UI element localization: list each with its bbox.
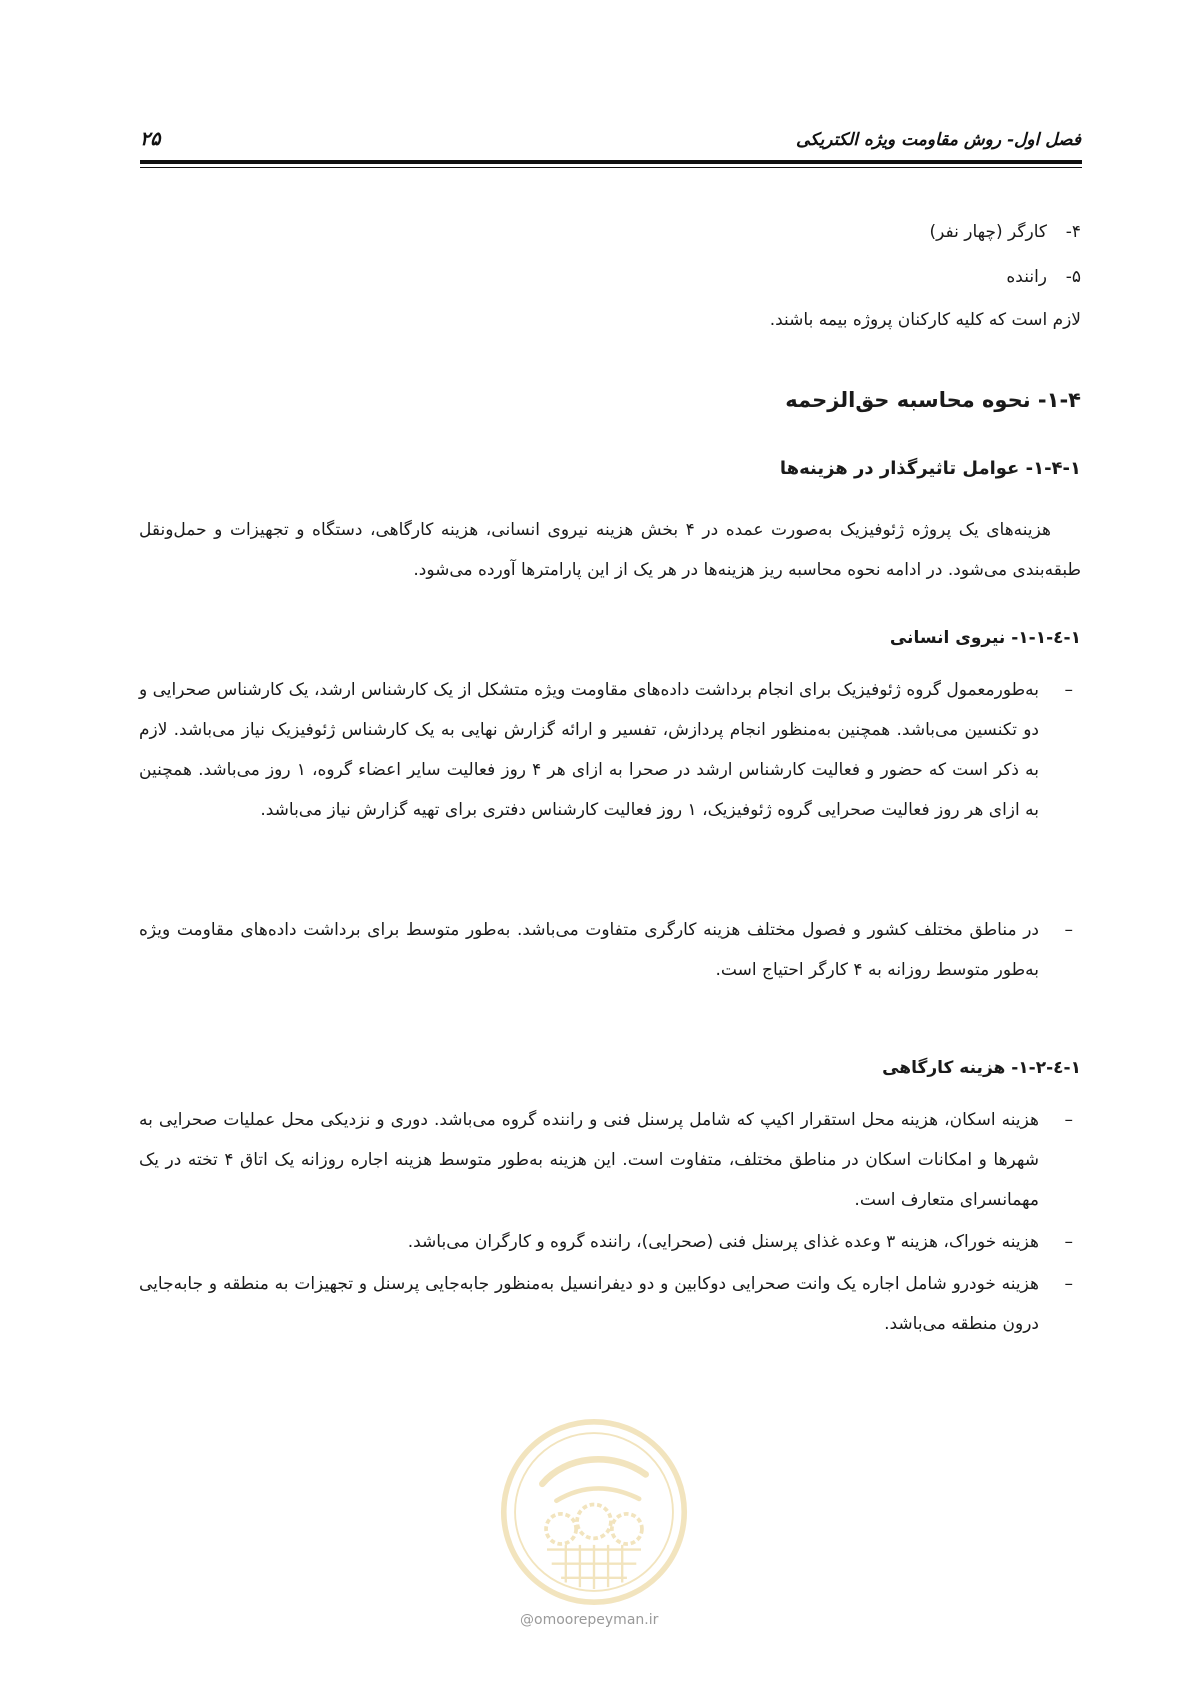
bullet-dash: – <box>1064 920 1073 940</box>
bullet-dash: – <box>1064 1274 1073 1294</box>
bullet-item <box>139 910 1081 990</box>
section-heading: ۱-۴- نحوه محاسبه حق‌الزحمه <box>785 388 1081 412</box>
manpower-heading: ۱-٤-۱-۱- نیروی انسانی <box>889 628 1081 648</box>
list-item-number: ۵- <box>1065 267 1081 287</box>
bullet-dash: – <box>1064 680 1073 700</box>
page-number: ۲۵ <box>140 128 161 150</box>
list-item <box>930 220 1081 244</box>
bullet-item <box>139 1100 1081 1220</box>
bullet-text: هزینه خودرو شامل اجاره یک وانت صحرایی دوکابین و دو دیفرانسیل به‌منظور جابه‌جایی پرسنل و تجهیزات به منطقه و جابه‌جایی درون منطقه می‌باشد. <box>139 1274 1039 1334</box>
insurance-note: لازم است که کلیه کارکنان پروژه بیمه باشند. <box>769 310 1081 330</box>
intro-paragraph-text: هزینه‌های یک پروژه ژئوفیزیک به‌صورت عمده در ۴ بخش هزینه نیروی انسانی، هزینه کارگاهی، دستگاه و تجهیزات و حمل‌ونقل طبقه‌بندی می‌شود. در ادامه نحوه محاسبه ریز هزینه‌ها در هر یک از این پارامترها آورده می‌شود. <box>139 520 1081 580</box>
subsection-heading: ۱-۴-۱- عوامل تاثیرگذار در هزینه‌ها <box>779 458 1081 479</box>
bullet-item <box>139 1264 1081 1344</box>
header-rule-thin <box>140 167 1082 168</box>
bullet-text: به‌طورمعمول گروه ژئوفیزیک برای انجام برداشت داده‌های مقاومت ویژه متشکل از یک کارشناس ارشد، یک کارشناس صحرایی و دو تکنسین می‌باشد. همچنین به‌منظور انجام پردازش، تفسیر و ارائه گزارش نهایی به یک کارشناس ژئوفیزیک نیاز می‌باشد. لازم به ذکر است که حضور و فعالیت کارشناس ارشد در صحرا به ازای هر ۴ روز فعالیت سایر اعضاء گروه، ۱ روز می‌باشد. همچنین به ازای هر روز فعالیت صحرایی گروه ژئوفیزیک، ۱ روز فعالیت کارشناس دفتری برای تهیه گزارش نیاز می‌باشد. <box>139 680 1039 820</box>
bullet-text: هزینه خوراک، هزینه ۳ وعده غذای پرسنل فنی (صحرایی)، راننده گروه و کارگران می‌باشد. <box>407 1232 1039 1252</box>
bullet-item <box>139 1222 1081 1262</box>
bullet-text: در مناطق مختلف کشور و فصول مختلف هزینه کارگری متفاوت می‌باشد. به‌طور متوسط برای برداشت داده‌های مقاومت ویژه به‌طور متوسط روزانه به ۴ کارگر احتیاج است. <box>139 920 1039 980</box>
watermark-seal-logo <box>500 1418 688 1606</box>
site-costs-heading: ۱-٤-۱-۲- هزینه کارگاهی <box>882 1058 1081 1078</box>
bullet-dash: – <box>1064 1110 1073 1130</box>
chapter-title: فصل اول- روش مقاومت ویژه الکتریکی <box>795 130 1081 150</box>
list-item-text: کارگر (چهار نفر) <box>929 222 1047 242</box>
bullet-item <box>139 670 1081 830</box>
list-item-text: راننده <box>1006 267 1047 287</box>
header-rule-thick <box>140 160 1082 164</box>
list-item <box>1006 265 1081 289</box>
list-item-number: ۴- <box>1065 222 1081 242</box>
intro-paragraph <box>139 510 1081 590</box>
watermark-caption: @omoorepeyman.ir <box>520 1612 659 1628</box>
bullet-text: هزینه اسکان، هزینه محل استقرار اکیپ که شامل پرسنل فنی و راننده گروه می‌باشد. دوری و نزدیکی محل عملیات صحرایی به شهرها و امکانات اسکان در مناطق مختلف، متفاوت است. این هزینه به‌طور متوسط هزینه اجاره روزانه یک اتاق ۴ تخته در یک مهمانسرای متعارف است. <box>139 1110 1039 1210</box>
bullet-dash: – <box>1064 1232 1073 1252</box>
